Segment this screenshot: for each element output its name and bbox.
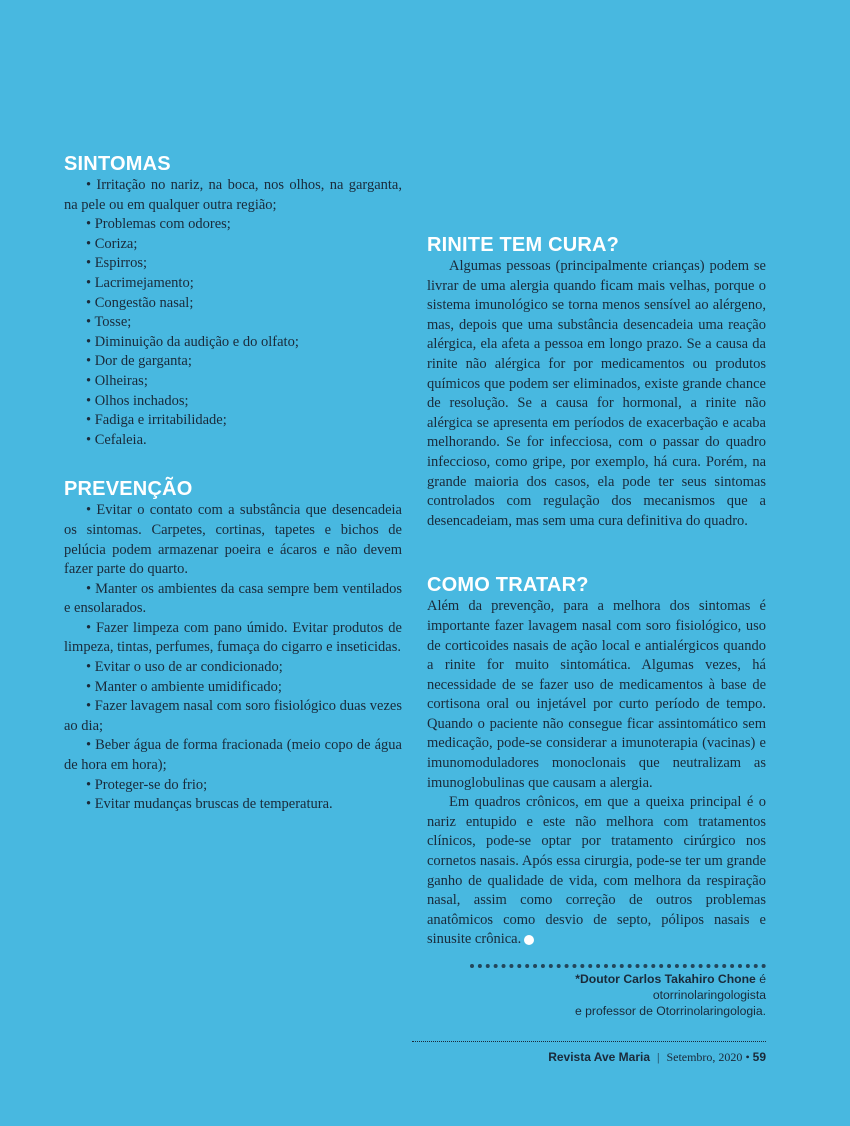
- page-footer: [427, 1050, 766, 1065]
- credit-divider: [470, 964, 766, 968]
- right-column: [427, 152, 766, 1065]
- list-item: • Olhos inchados;: [86, 392, 189, 409]
- author-credit: [470, 964, 766, 1019]
- list-item: • Evitar o uso de ar condicionado;: [86, 659, 283, 676]
- list-item: • Beber água de forma fracionada (meio copo de água de hora em hora);: [64, 737, 402, 774]
- section-heading-cura: RINITE TEM CURA?: [427, 234, 620, 256]
- list-item: • Cefaleia.: [86, 431, 147, 448]
- list-item: • Fadiga e irritabilidade;: [86, 412, 227, 429]
- list-item: • Coriza;: [86, 235, 138, 252]
- list-item: • Fazer limpeza com pano úmido. Evitar produtos de limpeza, tintas, perfumes, fumaça do cigarro e inseticidas.: [64, 619, 402, 656]
- magazine-name: Revista Ave Maria: [548, 1050, 651, 1064]
- section-sintomas: [64, 152, 402, 450]
- list-item: • Olheiras;: [86, 372, 148, 389]
- paragraph: Além da prevenção, para a melhora dos sintomas é importante fazer lavagem nasal com soro fisiológico, uso de corticoides nasais de ação local e antialérgicos quando a rinite for muito sintomática. Algumas vezes, há necessidade de se fazer uso de medicamentos à base de cortisona oral ou injetável por curto período de tempo. Quando o paciente não consegue ficar assintomático sem medicação, pode-se considerar a imunoterapia (vacinas) e imunomoduladores monoclonais que neutralizam as imunoglobulinas que causam a alergia.: [427, 598, 766, 791]
- section-prevencao: [64, 477, 402, 815]
- footer-divider: [412, 1041, 766, 1042]
- list-item: • Problemas com odores;: [86, 216, 231, 233]
- paragraph: Algumas pessoas (principalmente crianças) podem se livrar de uma alergia quando ficam mais velhas, porque o sistema imunológico se torna menos sensível ao alérgeno, mas, depois que uma substância desencadeia uma reação alérgica, ela afeta a pessoa em longo prazo. Se a causa da rinite não alérgica for por medicamentos ou produtos químicos que podem ser eliminados, existe grande chance de resolução. Se a causa for hormonal, a rinite não alérgica se apresenta em períodos de exacerbação e acaba melhorando. Se for infecciosa, com o passar do quadro infeccioso, como gripe, por exemplo, há cura. Porém, na grande maioria dos casos, ela pode ter seus sintomas controlados com regulação dos mecanismos que a desencadeiam, mas sem uma cura definitiva do quadro.: [427, 258, 766, 529]
- paragraph-text: Em quadros crônicos, em que a queixa principal é o nariz entupido e este não melhora com tratamentos clínicos, pode-se optar por tratamento cirúrgico nos cornetos nasais. Após essa cirurgia, pode-se ter um grande ganho de qualidade de vida, com melhora da respiração nasal, assim como correção de outros problemas anatômicos como desvio de septo, pólipos nasais e sinusite crônica.: [427, 794, 766, 948]
- list-item: • Proteger-se do frio;: [86, 776, 208, 793]
- list-item: • Fazer lavagem nasal com soro fisiológico duas vezes ao dia;: [64, 698, 402, 734]
- page-number: 59: [752, 1050, 766, 1064]
- list-item: • Congestão nasal;: [86, 294, 194, 311]
- list-item: • Dor de garganta;: [86, 353, 192, 370]
- list-item: • Manter os ambientes da casa sempre bem ventilados e ensolarados.: [64, 580, 402, 617]
- list-item: • Evitar o contato com a substância que desencadeia os sintomas. Carpetes, cortinas, tapetes e bichos de pelúcia podem armazenar poeira e ácaros e não devem fazer parte do quarto.: [64, 502, 402, 578]
- author-name: *Doutor Carlos Takahiro Chone: [575, 972, 756, 986]
- credit-line-2: e professor de Otorrinolaringologia.: [574, 1004, 766, 1018]
- list-item: • Irritação no nariz, na boca, nos olhos, na garganta, na pele ou em qualquer outra região;: [64, 177, 402, 213]
- list-item: • Evitar mudanças bruscas de temperatura.: [86, 796, 333, 813]
- end-mark-icon: [524, 935, 534, 945]
- section-heading-tratar: COMO TRATAR?: [427, 574, 589, 597]
- list-item: • Manter o ambiente umidificado;: [86, 678, 282, 695]
- section-heading-sintomas: SINTOMAS: [64, 153, 171, 175]
- list-item: • Diminuição da audição e do olfato;: [86, 333, 299, 350]
- footer-separator: |: [657, 1050, 660, 1064]
- issue-date: Setembro, 2020: [666, 1050, 743, 1064]
- left-column: [64, 152, 402, 815]
- paragraph: [427, 793, 766, 950]
- list-item: • Lacrimejamento;: [86, 274, 194, 291]
- footer-bullet: •: [745, 1050, 750, 1064]
- section-tratar: [427, 573, 766, 950]
- credit-line-1: [470, 971, 766, 1003]
- section-cura: [427, 233, 766, 531]
- section-heading-prevencao: PREVENÇÃO: [64, 478, 193, 501]
- list-item: • Espirros;: [86, 255, 148, 272]
- list-item: • Tosse;: [86, 314, 132, 331]
- author-role: é otorrinolaringologista: [652, 972, 766, 1002]
